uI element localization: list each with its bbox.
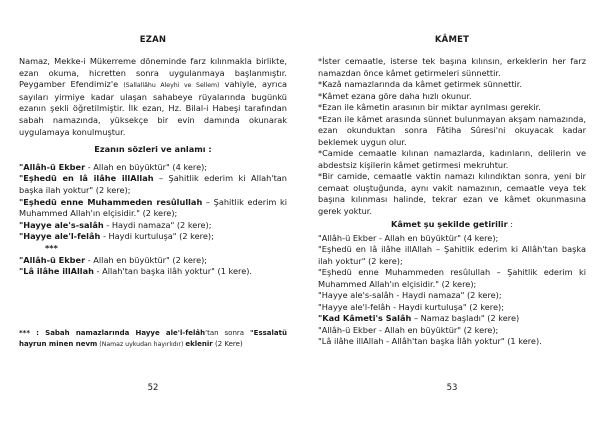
intro-paragraph (19, 56, 287, 138)
kamet-line: "Kad Kâmeti's Salâh – Namaz başladı" (2 kere) (318, 313, 520, 323)
kamet-subtitle: Kâmet şu şekilde getirilir : (390, 219, 514, 229)
left-page-body (19, 56, 287, 278)
ezan-line: "Eşhedü en lâ ilâhe illAllah – Şahitlik ederim ki Allah'tan başka ilah yoktur" (2 kere); (19, 173, 287, 195)
ezan-line: "Hayye ale's-salâh - Haydi namaza" (2 kere); (19, 219, 212, 230)
kamet-rule: *Kazâ namazlarında da kâmet getirmek sünnettir. (318, 79, 523, 89)
kamet-line: "Allâh-ü Ekber - Allah en büyüktür" (4 kere); (318, 232, 499, 243)
kamet-line: "Eşhedü en lâ ilâhe illAllah – Şahitlik ederim ki Allâh'tan başka ilah yoktur" (2 kere); (318, 244, 586, 266)
kamet-line: "Allâh-ü Ekber - Allah en büyüktür" (2 kere); (318, 324, 499, 335)
kamet-line: "Eşhedü enne Muhammeden resûlullah – Şahitlik ederim ki Muhammed Allah'ın elçisidir." (2 kere); (318, 267, 586, 289)
right-page (318, 0, 586, 423)
kamet-line: "Hayye ale'l-felâh - Haydi kurtuluşa" (2 kere); (318, 301, 504, 312)
page-number-left: 52 (147, 383, 159, 393)
kamet-rule: *İster cemaatle, isterse tek başına kılınsın, erkeklerin her farz namazdan önce kâmet getirmeleri sünnettir. (318, 56, 586, 78)
page-title-kamet: KÂMET (434, 35, 470, 45)
kamet-rule: *Bir camide, cemaatle vaktin namazı kılındıktan sonra, yeni bir cemaat oluştuğunda, aynı vakit namazının, cemaatle veya tek başına kılınması halinde, tekrar ezan ve kâmet okunmasına gerek yoktur. (318, 171, 586, 216)
kamet-rule: *Kâmet ezana göre daha hızlı okunur. (318, 90, 472, 101)
footnote: *** : Sabah namazlarında Hayye ale'l-felâh'tan sonra "Essalatü hayrun minen nevm (Namaz uykudan hayırlıdır) eklenir (2 Kere) (19, 329, 287, 348)
right-page-body (318, 56, 586, 348)
intro-text-2: vahiyle, ayrıca sayıları yirmiye kadar ulaşan sahabeye rüyalarında bugünkü ezanın şekli öğretilmiştir. İlk ezan, Hz. Bilal-i Habeşi tarafından sabah namazında, yüksekçe bir evin damında okunarak uygulamaya konulmuştur. (19, 79, 287, 137)
ezan-line: "Eşhedü enne Muhammeden resûlullah – Şahitlik ederim ki Muhammed Allah'ın elçisidir." (2 kere); (19, 196, 288, 219)
kamet-rule: *Ezan ile kâmet arasında sünnet bulunmayan akşam namazında, ezan okunduktan sonra Fâtiha Sûresi'ni okuyacak kadar beklemek uygun olur. (318, 113, 586, 147)
ezan-line: "Hayye ale'l-felâh - Haydi kurtuluşa" (2 kere); (19, 231, 214, 242)
kamet-line: "Lâ ilâhe illAllah - Allâh'tan başka İlâh yoktur" (1 kere). (318, 336, 542, 346)
kamet-rule: *Ezan ile kâmetin arasının bir miktar ayrılması gerekir. (318, 102, 541, 112)
intro-honorific: (Sallallâhu Aleyhi ve Sellem) (123, 82, 220, 90)
ezan-line: "Allâh-ü Ekber - Allah en büyüktür" (4 kere); (19, 161, 208, 172)
page-title-ezan: EZAN (139, 35, 167, 45)
left-page (19, 0, 287, 423)
ezan-line: "Allâh-ü Ekber - Allah en büyüktür" (2 kere); (19, 254, 208, 265)
ezan-stars-marker: *** (45, 242, 58, 253)
kamet-line: "Hayye ale's-salâh - Haydi namaza" (2 kere); (318, 290, 502, 300)
ezan-subtitle: Ezanın sözleri ve anlamı : (94, 144, 212, 155)
intro-text-1: Namaz, Mekke-i Mükerreme döneminde farz kılınmakla birlikte, ezan okuma, hicretten sonra uygulanmaya başlanmıştır. Peygamber Efendimiz'e (19, 56, 287, 90)
page-number-right: 53 (446, 383, 458, 393)
kamet-rule: *Camide cemaatle kılınan namazlarda, kadınların, delilerin ve abdestsiz kişilerin kâmet getirmesi mekruhtur. (318, 148, 586, 170)
ezan-line: "Lâ ilâhe illAllah - Allah'tan başka ilâh yoktur" (1 kere). (19, 266, 253, 277)
